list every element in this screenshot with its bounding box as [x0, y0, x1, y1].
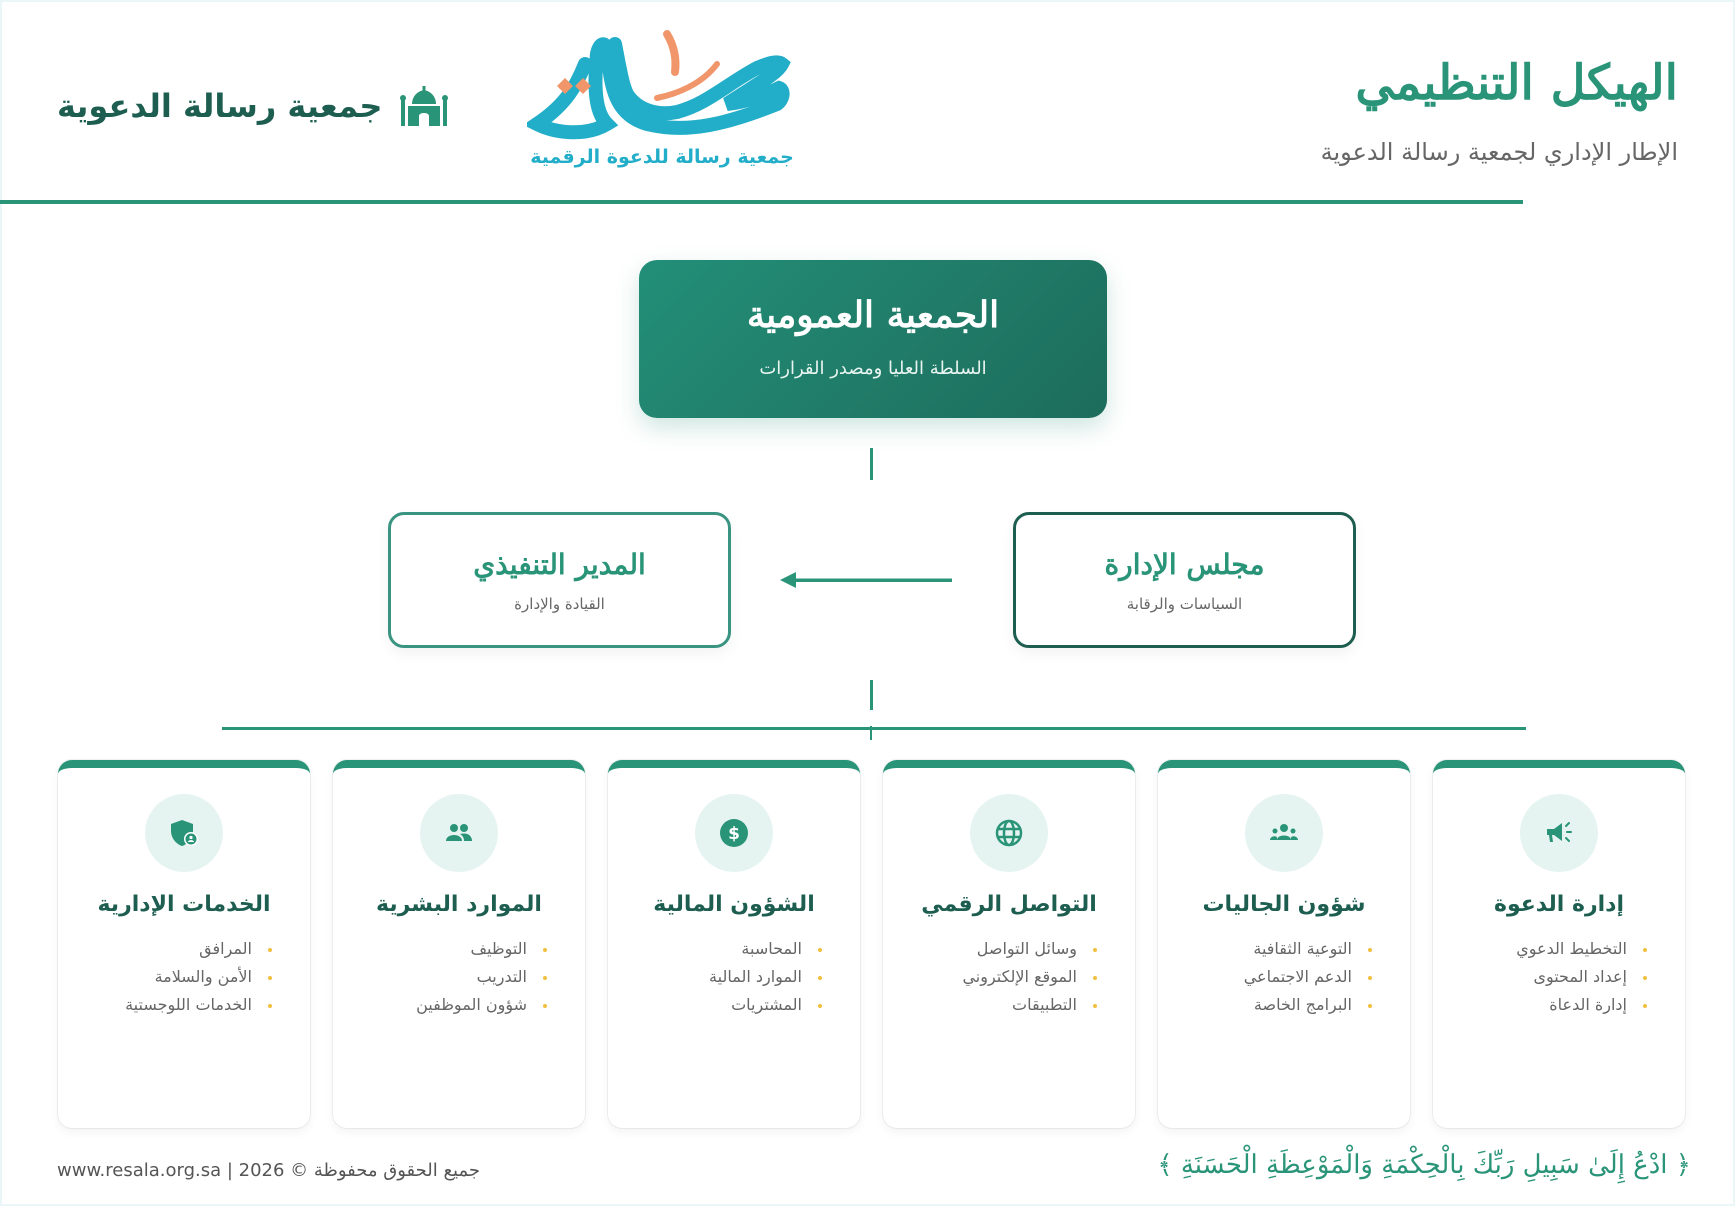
department-icon-circle	[695, 794, 773, 872]
department-item: الخدمات اللوجستية	[58, 991, 272, 1019]
connector-line	[870, 726, 872, 740]
department-card	[333, 760, 585, 1128]
department-item: البرامج الخاصة	[1158, 991, 1372, 1019]
department-item: المشتريات	[608, 991, 822, 1019]
resala-calligraphy-icon	[527, 24, 797, 154]
department-icon-circle	[1520, 794, 1598, 872]
department-name: إدارة الدعوة	[1493, 892, 1624, 917]
department-item: التخطيط الدعوي	[1433, 935, 1647, 963]
department-item: التوظيف	[333, 935, 547, 963]
node-subtitle: السياسات والرقابة	[1126, 595, 1243, 613]
node-subtitle: السلطة العليا ومصدر القرارات	[759, 358, 987, 379]
department-items	[58, 935, 310, 1019]
department-item: شؤون الموظفين	[333, 991, 547, 1019]
department-item: إدارة الدعاة	[1433, 991, 1647, 1019]
department-items	[1158, 935, 1410, 1019]
department-name: الخدمات الإدارية	[97, 892, 271, 917]
department-name: التواصل الرقمي	[921, 892, 1097, 917]
logo-caption: جمعية رسالة للدعوة الرقمية	[530, 146, 794, 168]
footer-verse: ﴿ ادْعُ إِلَىٰ سَبِيلِ رَبِّكَ بِالْحِكْمَةِ وَالْمَوْعِظَةِ الْحَسَنَةِ ﴾	[1157, 1150, 1691, 1180]
department-item: الموقع الإلكتروني	[883, 963, 1097, 991]
people-icon	[444, 818, 474, 848]
department-item: وسائل التواصل	[883, 935, 1097, 963]
department-item: الموارد المالية	[608, 963, 822, 991]
shield-user-icon	[169, 818, 199, 848]
page-title: الهيكل التنظيمي	[1355, 55, 1678, 111]
globe-icon	[994, 818, 1024, 848]
arrow-left-icon	[780, 570, 952, 590]
executive-director-node	[388, 512, 731, 648]
department-card	[608, 760, 860, 1128]
department-icon-circle	[420, 794, 498, 872]
connector-line	[870, 448, 873, 480]
department-items	[608, 935, 860, 1019]
department-item: إعداد المحتوى	[1433, 963, 1647, 991]
board-node	[1013, 512, 1356, 648]
departments-bus-line	[222, 727, 1526, 730]
department-item: التوعية الثقافية	[1158, 935, 1372, 963]
department-item: المرافق	[58, 935, 272, 963]
footer-copyright: www.resala.org.sa | 2026 © جميع الحقوق محفوظة	[57, 1160, 480, 1181]
department-name: الشؤون المالية	[653, 892, 815, 917]
mosque-icon	[398, 80, 450, 132]
node-subtitle: القيادة والإدارة	[514, 595, 605, 613]
department-card	[883, 760, 1135, 1128]
brand-name: جمعية رسالة الدعوية	[57, 87, 383, 125]
department-icon-circle	[1245, 794, 1323, 872]
department-card	[1158, 760, 1410, 1128]
department-item: الدعم الاجتماعي	[1158, 963, 1372, 991]
header-divider	[0, 200, 1523, 204]
brand	[57, 80, 450, 132]
department-name: شؤون الجاليات	[1202, 892, 1366, 917]
node-title: الجمعية العمومية	[746, 294, 1000, 336]
page-subtitle: الإطار الإداري لجمعية رسالة الدعوية	[1320, 138, 1678, 166]
node-title: مجلس الإدارة	[1104, 548, 1265, 581]
department-items	[333, 935, 585, 1019]
svg-text:$: $	[728, 824, 740, 844]
department-icon-circle	[970, 794, 1048, 872]
department-items	[883, 935, 1135, 1019]
department-name: الموارد البشرية	[376, 892, 542, 917]
department-item: التطبيقات	[883, 991, 1097, 1019]
department-items	[1433, 935, 1685, 1019]
dollar-icon	[719, 818, 749, 848]
department-item: المحاسبة	[608, 935, 822, 963]
megaphone-icon	[1544, 818, 1574, 848]
org-chart-page	[2, 2, 1733, 1204]
department-icon-circle	[145, 794, 223, 872]
general-assembly-node	[639, 260, 1107, 418]
node-title: المدير التنفيذي	[473, 548, 646, 581]
connector-line	[870, 680, 873, 710]
department-item: التدريب	[333, 963, 547, 991]
users-group-icon	[1269, 818, 1299, 848]
department-card	[1433, 760, 1685, 1128]
department-card	[58, 760, 310, 1128]
department-item: الأمن والسلامة	[58, 963, 272, 991]
